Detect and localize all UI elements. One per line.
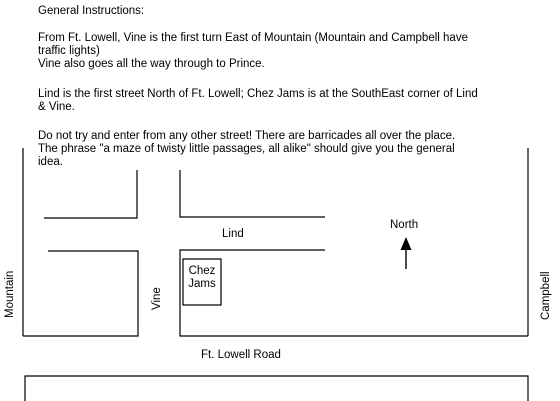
instructions-line: idea. <box>38 156 63 168</box>
instructions-line: Vine also goes all the way through to Prince. <box>38 58 265 70</box>
ftlowell-south-edge <box>25 376 528 401</box>
instructions-line: The phrase "a maze of twisty little passages, all alike" should give you the general <box>38 143 455 155</box>
chez-jams-label-line: Chez <box>188 265 216 277</box>
north-arrow-icon <box>401 237 412 269</box>
instructions-line: & Vine. <box>38 101 75 113</box>
ftlowell-road-label: Ft. Lowell Road <box>201 349 281 361</box>
chez-jams-label-line: Jams <box>188 278 216 290</box>
instructions-heading: General Instructions: <box>38 5 145 17</box>
campbell-road-label: Campbell <box>540 271 552 320</box>
instructions-line: Do not try and enter from any other street! There are barricades all over the place. <box>38 130 456 142</box>
instructions-line: From Ft. Lowell, Vine is the first turn East of Mountain (Mountain and Campbell have <box>38 32 468 44</box>
north-label: North <box>390 219 419 231</box>
nw-block-edge <box>44 170 137 218</box>
sw-block-edge <box>23 251 138 336</box>
mountain-road-label: Mountain <box>4 270 16 318</box>
ne-block-edge <box>180 170 325 217</box>
lind-street-label: Lind <box>222 228 244 240</box>
vine-street-label: Vine <box>151 287 163 310</box>
instructions-line: Lind is the first street North of Ft. Lowell; Chez Jams is at the SouthEast corner of Lind <box>38 88 478 100</box>
instructions-line: traffic lights) <box>38 45 100 57</box>
se-block-edge <box>180 250 528 336</box>
chez-jams-label <box>183 265 221 291</box>
